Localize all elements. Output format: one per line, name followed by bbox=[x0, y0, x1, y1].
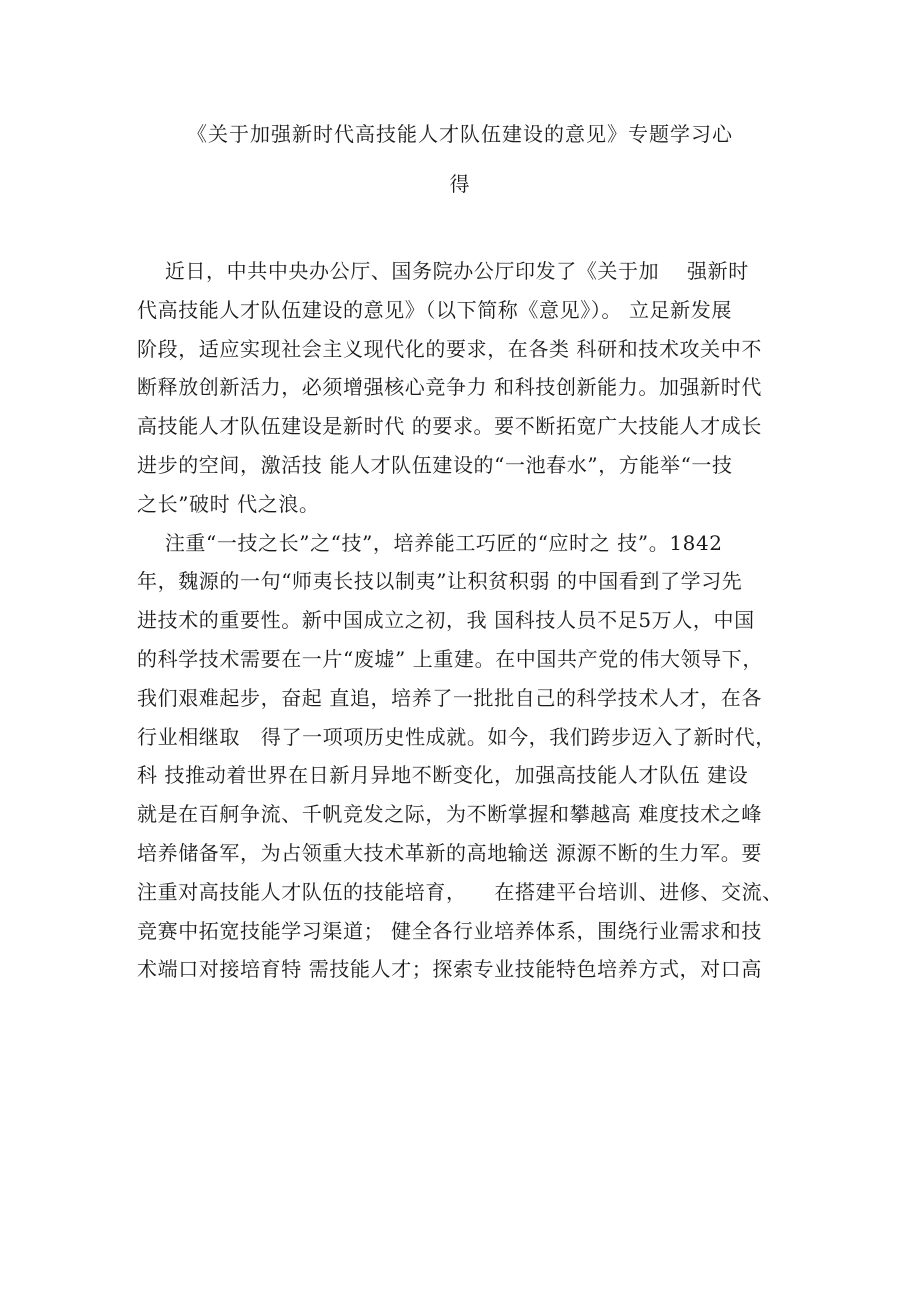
body-line: 的科学技术需要在一片“废墟” 上重建。在中国共产党的伟大领导下， bbox=[137, 646, 764, 671]
body-line: 阶段，适应实现社会主义现代化的要求，在各类 科研和技术攻关中不 bbox=[137, 336, 762, 361]
body-line: 术端口对接培育特 需技能人才；探索专业技能特色培养方式，对口高 bbox=[137, 957, 762, 982]
body-line: 断释放创新活力，必须增强核心竞争力 和科技创新能力。加强新时代 bbox=[137, 375, 762, 400]
body-line: 年，魏源的一句“师夷长技以制夷”让积贫积弱 的中国看到了学习先 bbox=[137, 569, 743, 594]
body-line: 高技能人才队伍建设是新时代 的要求。要不断拓宽广大技能人才成长 bbox=[137, 414, 762, 439]
body-line: 之长”破时 代之浪。 bbox=[137, 491, 320, 516]
body-line: 进技术的重要性。新中国成立之初，我 国科技人员不足5万人，中国 bbox=[137, 608, 755, 633]
body-line: 注重对高技能人才队伍的技能培育， 在搭建平台培训、进修、交流、 bbox=[137, 879, 783, 904]
document-title-line-1: 《关于加强新时代高技能人才队伍建设的意见》专题学习心 bbox=[187, 122, 733, 146]
body-line: 就是在百舸争流、千帆竞发之际，为不断掌握和攀越高 难度技术之峰 bbox=[137, 802, 762, 827]
body-line: 科 技推动着世界在日新月异地不断变化，加强高技能人才队伍 建设 bbox=[137, 763, 749, 788]
body-line: 竞赛中拓宽技能学习渠道； 健全各行业培养体系，围绕行业需求和技 bbox=[137, 918, 762, 943]
body-line: 培养储备军，为占领重大技术革新的高地输送 源源不断的生力军。要 bbox=[137, 840, 762, 865]
body-line: 进步的空间，激活技 能人才队伍建设的“一池春水”，方能举“一技 bbox=[137, 452, 733, 477]
body-line: 代高技能人才队伍建设的意见》（以下简称《意见》）。 立足新发展 bbox=[137, 297, 732, 322]
body-line: 我们艰难起步，奋起 直追，培养了一批批自己的科学技术人才，在各 bbox=[137, 685, 762, 710]
body-line: 行业相继取 得了一项项历史性成就。如今，我们跨步迈入了新时代， bbox=[137, 724, 776, 749]
body-line: 近日，中共中央办公厅、国务院办公厅印发了《关于加 强新时 bbox=[137, 259, 749, 283]
document-title-line-2: 得 bbox=[449, 172, 471, 196]
body-line: 注重“一技之长”之“技”，培养能工巧匠的“应时之 技”。1842 bbox=[137, 530, 723, 555]
document-body bbox=[137, 257, 797, 994]
